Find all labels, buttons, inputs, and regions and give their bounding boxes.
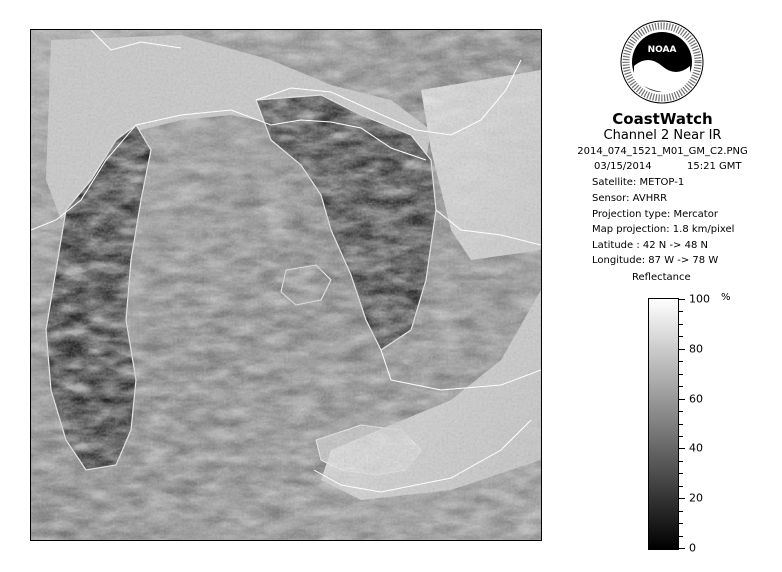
brand-title: CoastWatch bbox=[612, 110, 713, 128]
colorbar-tick bbox=[679, 498, 685, 499]
speckle-texture bbox=[31, 30, 541, 540]
colorbar-tick-label: 20 bbox=[689, 491, 703, 505]
time-value: 15:21 GMT bbox=[687, 161, 742, 172]
map-projection-line: Map projection: 1.8 km/pixel bbox=[592, 224, 735, 235]
colorbar-tick-label: 60 bbox=[689, 392, 703, 406]
colorbar-tick bbox=[679, 324, 683, 325]
colorbar-tick bbox=[679, 374, 683, 375]
colorbar-tick bbox=[679, 523, 683, 524]
colorbar-tick bbox=[679, 436, 683, 437]
colorbar-tick bbox=[679, 336, 683, 337]
colorbar-tick bbox=[679, 299, 685, 300]
colorbar-tick-label: 0 bbox=[689, 541, 696, 555]
colorbar-tick-label: 80 bbox=[689, 342, 703, 356]
colorbar-tick bbox=[679, 511, 683, 512]
file-name: 2014_074_1521_M01_GM_C2.PNG bbox=[577, 146, 748, 157]
colorbar-tick bbox=[679, 361, 683, 362]
colorbar-tick bbox=[679, 386, 683, 387]
colorbar-unit: % bbox=[721, 292, 731, 303]
colorbar-tick bbox=[679, 473, 683, 474]
colorbar-tick bbox=[679, 399, 685, 400]
colorbar-title: Reflectance bbox=[632, 272, 691, 283]
colorbar-tick bbox=[679, 486, 683, 487]
satellite-line: Satellite: METOP-1 bbox=[592, 177, 685, 188]
satellite-image-canvas bbox=[31, 30, 541, 540]
longitude-line: Longitude: 87 W -> 78 W bbox=[592, 255, 719, 266]
colorbar-tick-label: 40 bbox=[689, 441, 703, 455]
reflectance-colorbar bbox=[648, 298, 679, 550]
colorbar-tick bbox=[679, 536, 683, 537]
projection-type-line: Projection type: Mercator bbox=[592, 209, 718, 220]
date-value: 03/15/2014 bbox=[594, 161, 652, 172]
colorbar-tick bbox=[679, 448, 685, 449]
noaa-logo bbox=[620, 20, 704, 104]
channel-label: Channel 2 Near IR bbox=[603, 128, 722, 143]
colorbar-tick bbox=[679, 461, 683, 462]
colorbar-tick bbox=[679, 548, 685, 549]
date-time-line bbox=[594, 161, 742, 172]
colorbar-tick-label: 100 bbox=[689, 292, 710, 306]
latitude-line: Latitude : 42 N -> 48 N bbox=[592, 240, 708, 251]
logo-text: NOAA bbox=[647, 45, 677, 55]
colorbar-tick bbox=[679, 411, 683, 412]
sensor-line: Sensor: AVHRR bbox=[592, 193, 668, 204]
colorbar-tick bbox=[679, 349, 685, 350]
satellite-image bbox=[30, 29, 542, 541]
colorbar-tick bbox=[679, 424, 683, 425]
colorbar-tick bbox=[679, 311, 683, 312]
